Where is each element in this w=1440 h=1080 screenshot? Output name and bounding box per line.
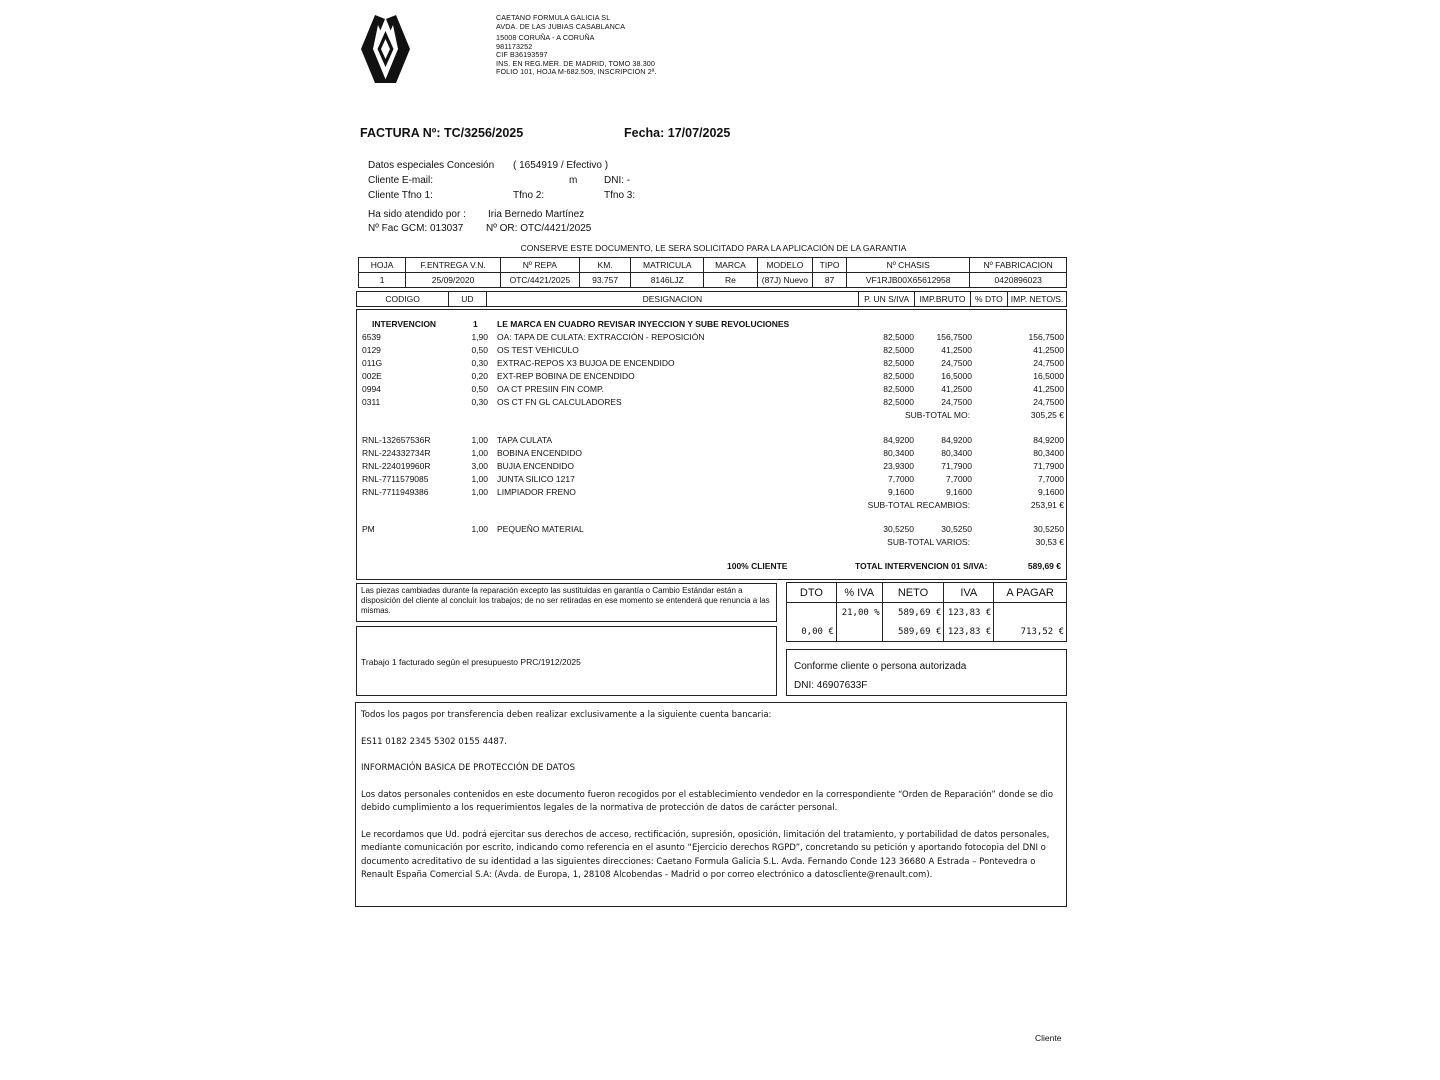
line-units: 1,00 [471, 448, 488, 458]
subtotal-parts-value: 253,91 € [1030, 500, 1064, 510]
phone1-label: Cliente Tfno 1: [368, 190, 433, 201]
subtotal-labour-value: 305,25 € [1030, 410, 1064, 420]
vehicle-value-cell: OTC/4421/2025 [500, 273, 579, 288]
line-code: RNL-224332734R [362, 448, 431, 458]
column-header-cell: P. UN S/IVA [859, 292, 915, 307]
vat-total: 123,83 € [944, 622, 994, 642]
line-description: EXTRAC-REPOS X3 BUJOA DE ENCENDIDO [497, 358, 675, 368]
totals-row [787, 603, 1067, 623]
line-net: 84,9200 [1033, 435, 1064, 445]
line-code: 002E [362, 371, 382, 381]
line-code: 0994 [362, 384, 381, 394]
line-net: 24,7500 [1033, 397, 1064, 407]
totals-header-row [787, 583, 1067, 603]
vehicle-value-cell: 0420896023 [970, 273, 1067, 288]
signature-label: Conforme cliente o persona autorizada [794, 661, 967, 672]
line-description: OA: TAPA DE CULATA: EXTRACCIÓN - REPOSICIÓN [497, 332, 705, 342]
attended-label: Ha sido atendido por : [368, 209, 466, 220]
line-unit-price: 82,5000 [883, 371, 914, 381]
subtotal-misc-value: 30,53 € [1035, 537, 1064, 547]
line-gross: 30,5250 [941, 524, 972, 534]
line-description: BOBINA ENCENDIDO [497, 448, 583, 458]
line-unit-price: 23,9300 [883, 461, 914, 471]
line-code: 011G [362, 358, 383, 368]
line-net: 41,2500 [1033, 384, 1064, 394]
subtotal-labour-label: SUB-TOTAL MO: [904, 410, 970, 420]
line-units: 1,00 [471, 524, 488, 534]
attended-value: Iria Bernedo Martínez [488, 209, 585, 220]
line-net: 80,3400 [1033, 448, 1064, 458]
line-unit-price: 80,3400 [883, 448, 914, 458]
total-intervention-label: TOTAL INTERVENCION 01 S/IVA: [855, 561, 988, 571]
totals-row [787, 622, 1067, 642]
line-gross: 71,7900 [941, 461, 972, 471]
line-description: OS CT FN GL CALCULADORES [497, 397, 622, 407]
parts-disposal-note: Las piezas cambiadas durante la reparación excepto las sustituidas en garantía o Cambio Estándar están a disposición del cliente al concluir los trabajos; de no ser retiradas en ese momento se entenderá que renuncia a las mismas. [356, 583, 777, 622]
line-description: TAPA CULATA [497, 435, 553, 445]
line-gross: 24,7500 [941, 397, 972, 407]
intervention-number: 1 [473, 319, 478, 329]
subtotal-parts-label: SUB-TOTAL RECAMBIOS: [867, 500, 970, 510]
line-unit-price: 82,5000 [883, 332, 914, 342]
line-code: 6539 [362, 332, 381, 342]
vehicle-value-cell: 25/09/2020 [406, 273, 501, 288]
phone3-label: Tfno 3: [604, 190, 636, 201]
vehicle-value-cell: 87 [813, 273, 847, 288]
phone2-label: Tfno 2: [513, 190, 545, 201]
line-description: JUNTA SILICO 1217 [497, 474, 575, 484]
renault-logo [358, 13, 413, 85]
company-line: FOLIO 101, HOJA M-682.509, INSCRIPCION 2ª. [496, 67, 657, 76]
vehicle-header-cell: F.ENTREGA V.N. [406, 258, 501, 273]
data-protection-text: Los datos personales contenidos en este documento fueron recogidos por el establecimiento vendedor en la correspondiente “Orden de Reparación” donde se dio debido cumplimiento a los requerimientos legales de la normativa de protección de datos de carácter personal. [361, 790, 1054, 814]
vehicle-header-cell: Nº FABRICACION [970, 258, 1067, 273]
totals-cell [836, 622, 882, 642]
total-intervention-value: 589,69 € [1027, 561, 1061, 571]
line-units: 0,30 [471, 397, 488, 407]
column-header-cell: IMP. NETO/S. [1008, 292, 1067, 307]
net-total: 589,69 € [882, 622, 944, 642]
line-gross: 24,7500 [941, 358, 972, 368]
line-unit-price: 9,1600 [888, 487, 914, 497]
line-units: 1,00 [471, 487, 488, 497]
line-code: RNL-224019960R [362, 461, 431, 471]
company-line: 981173252 [496, 41, 533, 51]
rights-text: Le recordamos que Ud. podrá ejercitar sus derechos de acceso, rectificación, supresión, oposición, limitación del tratamiento, y portabilidad de datos personales, mediante comunicación por escrito, indicando como referencia en el asunto “Ejercicio derechos RGPD”, concretando su petición y aportando fotocopia del DNI o documento acreditativo de su identidad a las siguientes direcciones: Caetano Formula Galicia S.L. Avda. Fernando Conde 123 36680 A Estrada – Pontevedra o Renault España Comercial S.A: (Avda. de Europa, 1, 28108 Alcobendas - Madrid o por correo electrónico a datoscliente@renault.com). [361, 830, 1050, 880]
column-header-cell: CODIGO [357, 292, 449, 307]
totals-header-cell: A PAGAR [994, 583, 1067, 603]
line-units: 0,50 [471, 384, 488, 394]
vehicle-header-cell: Nº REPA [500, 258, 579, 273]
subtotal-misc-label: SUB-TOTAL VARIOS: [887, 537, 970, 547]
amount-to-pay: 713,52 € [994, 622, 1067, 642]
invoice-lines [356, 309, 1067, 580]
line-description: OS TEST VEHICULO [497, 345, 579, 355]
line-code: RNL-7711949386 [362, 487, 429, 497]
company-line: AVDA. DE LAS JUBIAS CASABLANCA [496, 21, 626, 31]
vehicle-value-cell: Re [704, 273, 757, 288]
email-label: Cliente E-mail: [368, 175, 434, 186]
line-gross: 9,1600 [946, 487, 972, 497]
vehicle-value-cell: VF1RJB00X65612958 [847, 273, 970, 288]
line-units: 1,90 [471, 332, 488, 342]
column-header-cell: UD [449, 292, 486, 307]
or-number-label: Nº OR: OTC/4421/2025 [486, 223, 592, 234]
line-gross: 41,2500 [941, 345, 972, 355]
column-header-cell: DESIGNACION [486, 292, 858, 307]
line-units: 0,20 [471, 371, 488, 381]
line-unit-price: 30,5250 [883, 524, 914, 534]
vehicle-value-cell: 8146LJZ [631, 273, 704, 288]
line-gross: 84,9200 [941, 435, 972, 445]
vehicle-table [358, 257, 1067, 288]
line-description: EXT-REP BOBINA DE ENCENDIDO [497, 371, 635, 381]
line-units: 1,00 [471, 474, 488, 484]
line-units: 0,30 [471, 358, 488, 368]
line-net: 71,7900 [1033, 461, 1064, 471]
line-unit-price: 82,5000 [883, 358, 914, 368]
line-units: 3,00 [471, 461, 488, 471]
copy-label: Cliente [1035, 1033, 1062, 1043]
bank-account: ES11 0182 2345 5302 0155 4487. [361, 736, 507, 747]
signature-dni: DNI: 46907633F [794, 680, 868, 691]
company-address [496, 14, 657, 77]
client-percentage: 100% CLIENTE [727, 561, 788, 571]
vehicle-value-cell: 93.757 [579, 273, 630, 288]
company-line: CIF B36193597 [496, 50, 548, 59]
guarantee-notice: CONSERVE ESTE DOCUMENTO, LE SERA SOLICITADO PARA LA APLICACIÓN DE LA GARANTIA [520, 243, 907, 253]
vat-amount: 123,83 € [944, 603, 994, 623]
vehicle-header-cell: KM. [579, 258, 630, 273]
line-net: 24,7500 [1033, 358, 1064, 368]
column-header-row [357, 292, 1067, 307]
vehicle-header-cell: HOJA [359, 258, 406, 273]
vehicle-header-cell: TIPO [813, 258, 847, 273]
line-unit-price: 82,5000 [883, 384, 914, 394]
line-gross: 156,7500 [936, 332, 972, 342]
email-value: m [569, 175, 578, 186]
company-line: CAETANO FORMULA GALICIA SL [496, 13, 611, 22]
vehicle-value-cell: (87J) Nuevo [757, 273, 812, 288]
line-gross: 7,7000 [946, 474, 972, 484]
data-protection-title: INFORMACIÓN BASICA DE PROTECCIÓN DE DATOS [361, 763, 576, 774]
lines-column-header [356, 291, 1067, 307]
totals-cell [787, 603, 837, 623]
totals-header-cell: % IVA [836, 583, 882, 603]
line-net: 156,7500 [1028, 332, 1064, 342]
vehicle-header-cell: Nº CHASIS [847, 258, 970, 273]
line-unit-price: 7,7000 [888, 474, 914, 484]
special-data-value: ( 1654919 / Efectivo ) [513, 160, 609, 171]
vehicle-header-cell: MATRICULA [631, 258, 704, 273]
line-code: RNL-132657536R [362, 435, 431, 445]
company-line: 15008 CORUÑA - A CORUÑA [496, 33, 595, 42]
line-units: 1,00 [471, 435, 488, 445]
work-budget-text: Trabajo 1 facturado según el presupuesto PRC/1912/2025 [361, 657, 581, 667]
vehicle-value-row [359, 273, 1067, 288]
vehicle-header-cell: MODELO [757, 258, 812, 273]
totals-header-cell: IVA [944, 583, 994, 603]
totals-header-cell: DTO [787, 583, 837, 603]
vehicle-value-cell: 1 [359, 273, 406, 288]
company-line: INS. EN REG.MER. DE MADRID, TOMO 38.300 [496, 58, 655, 68]
vehicle-header-row [359, 258, 1067, 273]
line-description: PEQUEÑO MATERIAL [497, 524, 584, 534]
vehicle-header-cell: MARCA [704, 258, 757, 273]
line-net: 16,5000 [1033, 371, 1064, 381]
invoice-number: FACTURA Nº: TC/3256/2025 [360, 126, 524, 140]
line-units: 0,50 [471, 345, 488, 355]
line-gross: 16,5000 [941, 371, 972, 381]
discount-amount: 0,00 € [787, 622, 837, 642]
line-net: 7,7000 [1038, 474, 1064, 484]
line-description: OA CT PRESIIN FIN COMP. [497, 384, 604, 394]
line-code: RNL-7711579085 [362, 474, 429, 484]
line-unit-price: 82,5000 [883, 397, 914, 407]
totals-header-cell: NETO [882, 583, 944, 603]
totals-cell [994, 603, 1067, 623]
line-description: BUJIA ENCENDIDO [497, 461, 574, 471]
column-header-cell: % DTO [970, 292, 1007, 307]
line-net: 9,1600 [1038, 487, 1064, 497]
intervention-title: INTERVENCION [372, 319, 437, 329]
line-unit-price: 84,9200 [883, 435, 914, 445]
bank-transfer-text: Todos los pagos por transferencia deben realizar exclusivamente a la siguiente cuenta bancaria: [361, 710, 772, 720]
line-description: LIMPIADOR FRENO [497, 487, 576, 497]
line-net: 41,2500 [1033, 345, 1064, 355]
line-code: 0311 [362, 397, 381, 407]
legal-information [355, 702, 1067, 907]
intervention-description: LE MARCA EN CUADRO REVISAR INYECCION Y SUBE REVOLUCIONES [497, 319, 790, 329]
vat-rate: 21,00 % [836, 603, 882, 623]
fac-gcm-label: Nº Fac GCM: 013037 [368, 223, 464, 234]
line-code: PM [362, 524, 375, 534]
special-data-label: Datos especiales Concesión [368, 160, 495, 171]
column-header-cell: IMP.BRUTO [915, 292, 970, 307]
line-code: 0129 [362, 345, 381, 355]
invoice-date: Fecha: 17/07/2025 [624, 126, 731, 140]
dni-label: DNI: - [604, 175, 631, 186]
line-gross: 41,2500 [941, 384, 972, 394]
customer-signature-box [786, 649, 1067, 696]
net-amount: 589,69 € [882, 603, 944, 623]
line-unit-price: 82,5000 [883, 345, 914, 355]
line-gross: 80,3400 [941, 448, 972, 458]
line-net: 30,5250 [1033, 524, 1064, 534]
work-budget-note [356, 626, 777, 696]
totals-table [786, 582, 1067, 642]
